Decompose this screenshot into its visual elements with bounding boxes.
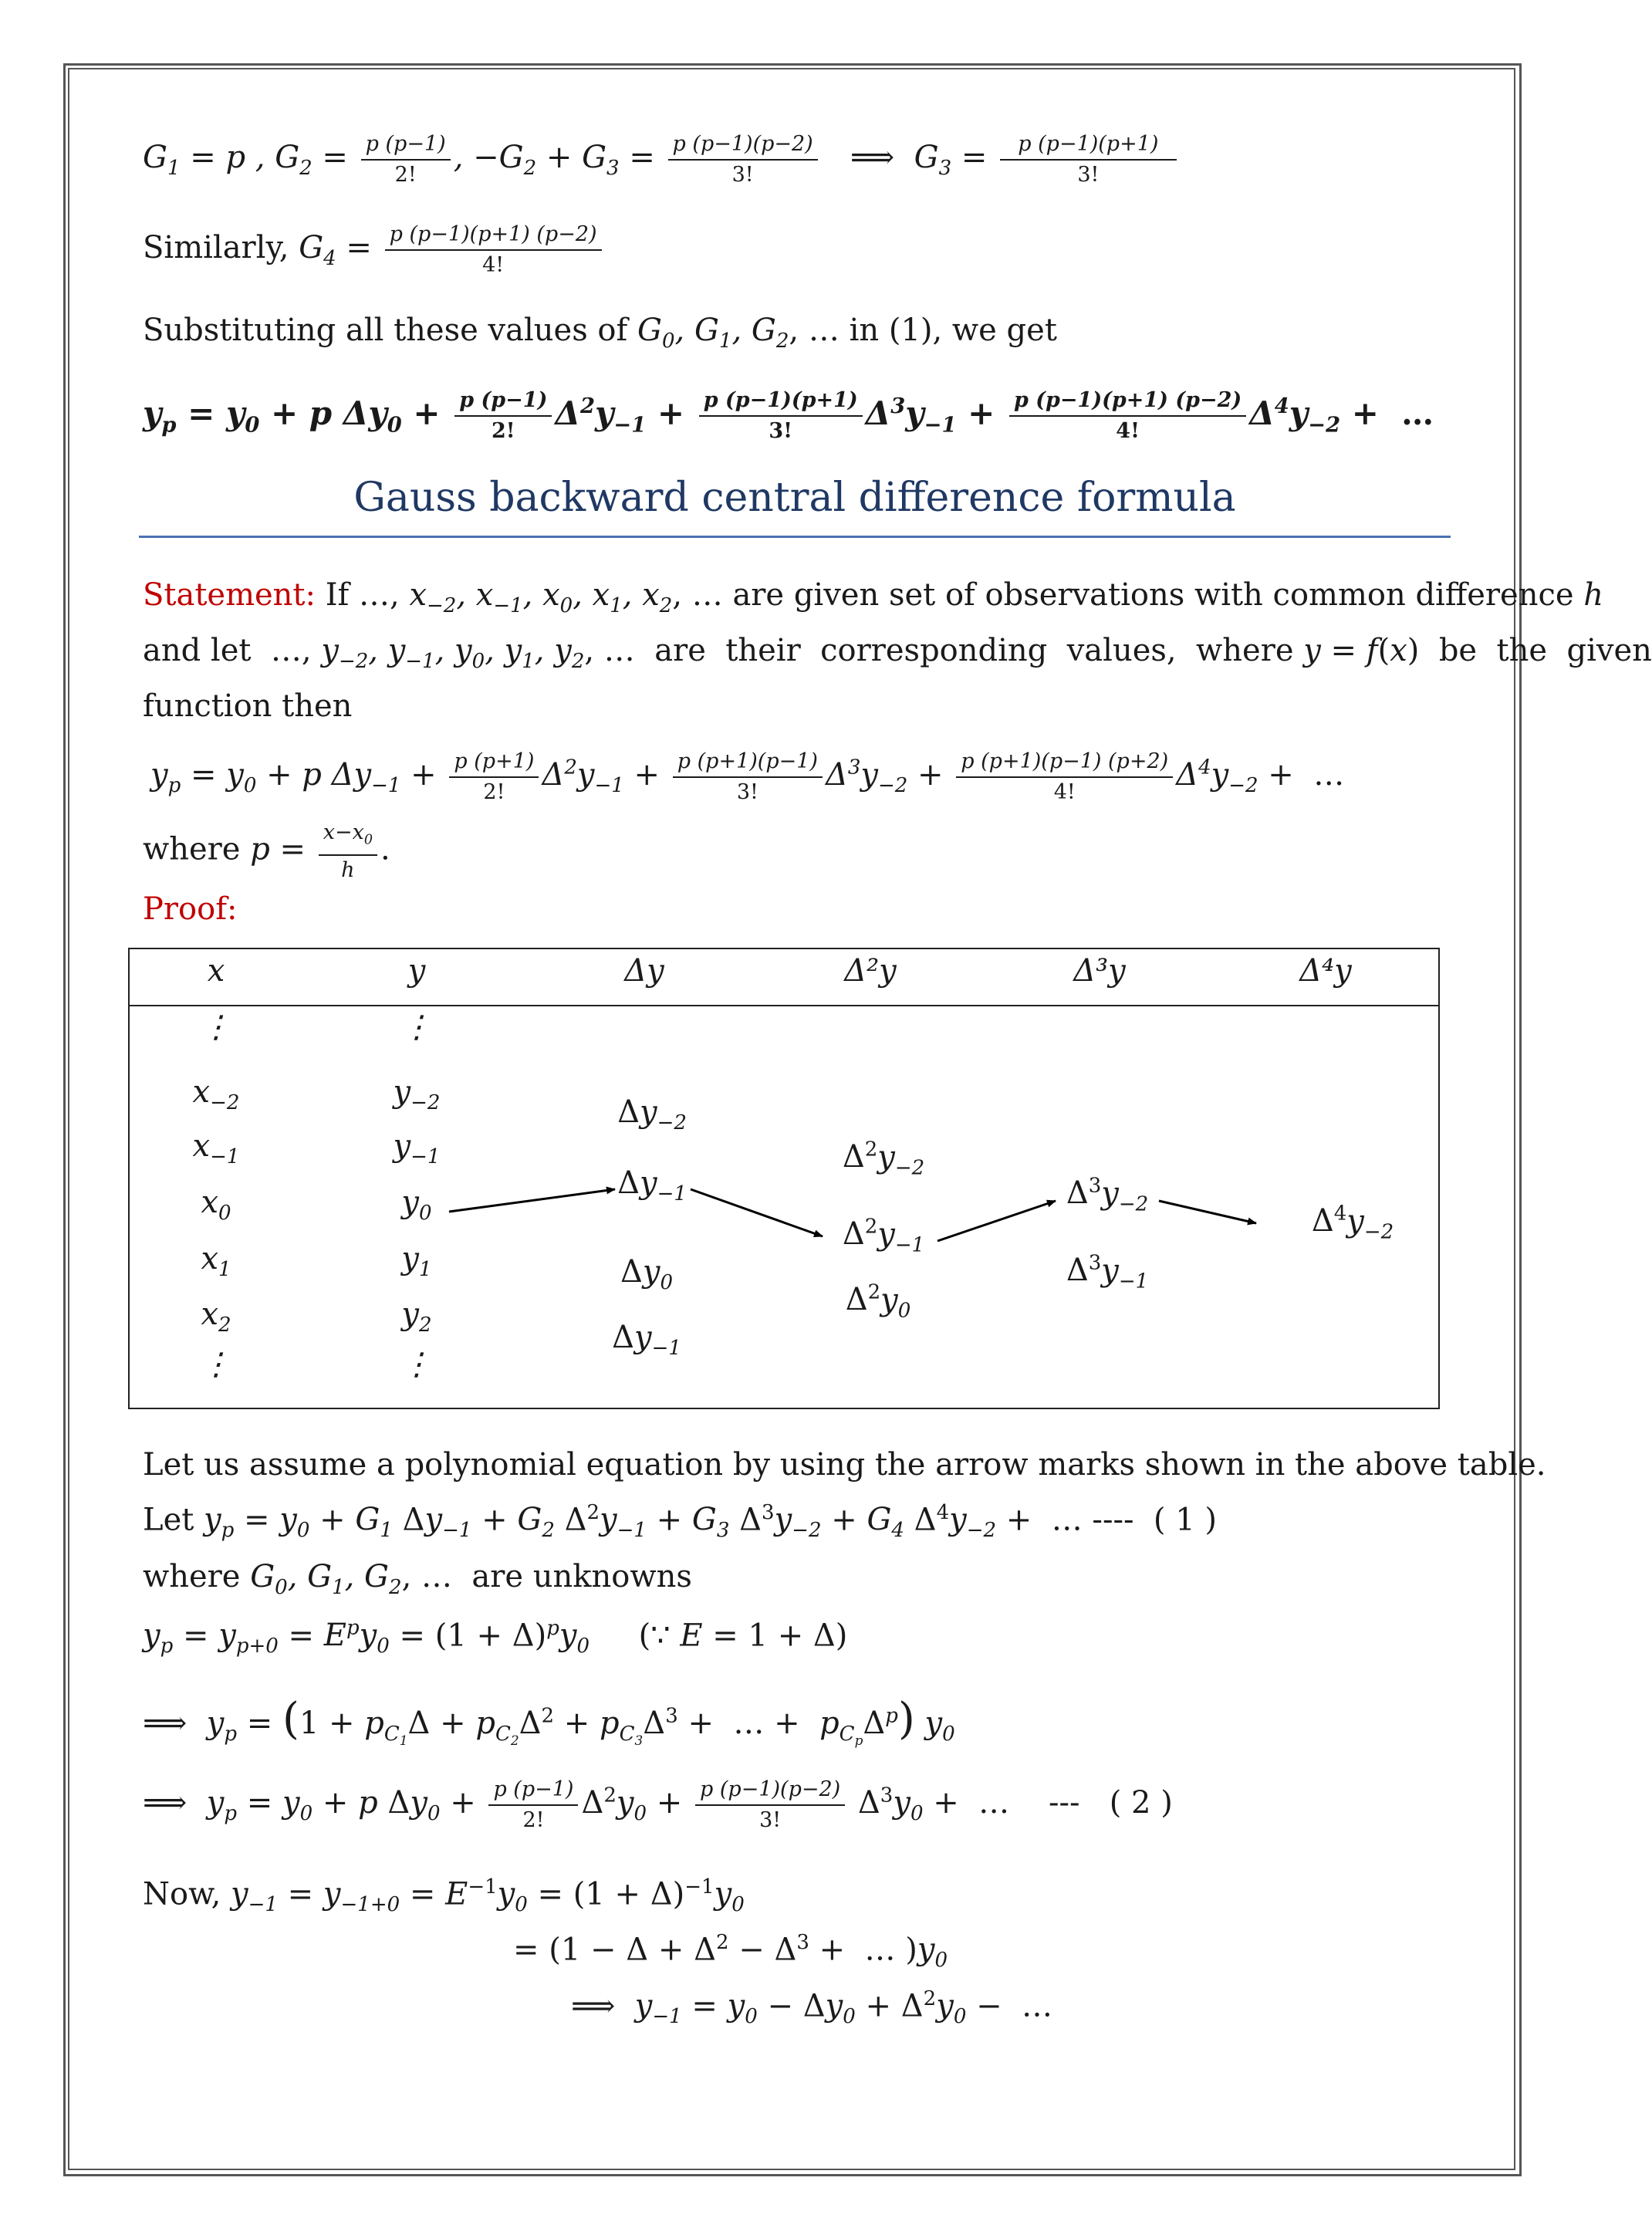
statement-line-1: Statement: If …, $x_{-2}$, $x_{-1}$, $x_0$, $x_1$, $x_2$, … are given set of observations with common difference h — [143, 577, 1604, 617]
table-cell-x-dots-top: ⋮ — [201, 1009, 231, 1045]
table-cell-dy0: $\Delta y_0$ — [620, 1254, 674, 1294]
series-equation: = ($1 - \Delta + \Delta^2 - \Delta^3$ + … )$y_0$ — [513, 1931, 948, 1973]
binomial-equation: ⟹ $y_p = (1 + p_{C_1}\Delta + p_{C_2}\Delta^2 + p_{C_3}\Delta^3$ + … + $p_{C_p}\Delta^p$) $y_0$ — [143, 1694, 955, 1749]
table-cell-dy-minus1: $\Delta y_{-1}$ — [617, 1165, 687, 1205]
shift-equation: $y_p = y_{p+0} = E^py_0 = (1 + \Delta)^py_0$ (∵ E = 1 + Δ) — [143, 1617, 848, 1658]
table-cell-y1: $y_1$ — [401, 1241, 432, 1281]
table-cell-d2y0: $\Delta^2y_0$ — [845, 1281, 911, 1323]
g4-equation: Similarly, $G_4$ = $\frac{p (p-1)(p+1) (p-2)}{4!}$ — [143, 220, 1445, 280]
section-heading: Gauss backward central difference formula — [353, 475, 1236, 521]
table-cell-dy-minus1-bottom: $\Delta y_{-1}$ — [612, 1320, 681, 1360]
forward-result-equation: $y_p = y_0 + p$ $\Delta y_0$ + $\frac{p (p-1)}{2!}$ $\Delta^2y_{-1}$ + $\frac{p (p-1)(p+1)}{3!}$ $\Delta^3y_{-1}$ + $\frac{p (p-1)(p+1) (p-2)}{4!}$ $\Delta^4y_{-2}$ + … — [143, 386, 1445, 446]
table-cell-y0: $y_0$ — [401, 1185, 432, 1225]
assume-text: Let us assume a polynomial equation by using the arrow marks shown in the above table. — [143, 1447, 1546, 1483]
table-cell-x-dots-bottom: ⋮ — [201, 1347, 231, 1382]
now-equation: Now, $y_{-1} = y_{-1+0} = E^{-1}y_0 = (1 + \Delta)^{-1}y_0$ — [143, 1875, 745, 1917]
arrow-dy-minus1-to-d2y-minus1 — [691, 1189, 823, 1236]
table-cell-d3y-minus2: $\Delta^3y_{-2}$ — [1066, 1175, 1149, 1216]
statement-label: Statement: — [143, 577, 316, 613]
where-p-definition: where p = $\frac{x-x_0}{h}$ . — [143, 818, 1445, 885]
table-header-d3y: Δ³y — [1073, 953, 1126, 989]
table-header-y: y — [407, 953, 426, 989]
table-header-d4y: Δ⁴y — [1299, 953, 1352, 989]
backward-formula: $y_p = y_0 + p$ $\Delta y_{-1}$ + $\frac{p (p+1)}{2!}$ $\Delta^2y_{-1}$ + $\frac{p (p+1)(p-1)}{3!}$ $\Delta^3y_{-2}$ + $\frac{p (p+1)(p-1) (p+2)}{4!}$ $\Delta^4y_{-2}$ + … — [150, 747, 1445, 807]
substitute-text: Substituting all these values of $G_0$, $G_1$, $G_2$, … in (1), we get — [143, 313, 1057, 353]
table-cell-y-minus2: $y_{-2}$ — [393, 1074, 441, 1114]
table-cell-d4y-minus2: $\Delta^4y_{-2}$ — [1311, 1202, 1394, 1244]
arrow-d3y-minus2-to-d4y-minus2 — [1159, 1201, 1256, 1223]
proof-label: Proof: — [143, 891, 238, 927]
table-header-x: x — [207, 953, 225, 989]
table-cell-d2y-minus2: $\Delta^2y_{-2}$ — [842, 1138, 925, 1180]
table-cell-y-minus1: $y_{-1}$ — [393, 1128, 441, 1168]
g-values-equation: $G_1 = p$ , $G_2$ = $\frac{p (p-1)}{2!}$ , $-G_2 + G_3$ = $\frac{p (p-1)(p-2)}{3!}$ ⟹ $G_3$ = $\frac{p (p-1)(p+1)}{3!}$ — [143, 130, 1445, 190]
table-cell-y2: $y_2$ — [401, 1297, 432, 1337]
statement-line-2: and let …, $y_{-2}$, $y_{-1}$, $y_0$, $y_1$, $y_2$, … are their corresponding values, where y = f(x) be the given — [143, 633, 1652, 673]
table-cell-x0: $x_0$ — [201, 1185, 231, 1225]
table-cell-d2y-minus1: $\Delta^2y_{-1}$ — [842, 1216, 925, 1257]
statement-line-3: function then — [143, 688, 353, 724]
table-cell-x-minus2: $x_{-2}$ — [192, 1074, 240, 1114]
table-cell-d3y-minus1: $\Delta^3y_{-1}$ — [1066, 1252, 1149, 1293]
table-cell-x2: $x_2$ — [201, 1297, 231, 1337]
table-cell-y-dots-top: ⋮ — [401, 1009, 432, 1045]
unknowns-text: where $G_0$, $G_1$, $G_2$, … are unknowns — [143, 1559, 692, 1599]
table-header-d2y: Δ²y — [844, 953, 897, 989]
table-cell-y-dots-bottom: ⋮ — [401, 1347, 432, 1382]
table-cell-dy-minus2: $\Delta y_{-2}$ — [617, 1094, 687, 1134]
let-yp-equation: Let $y_p = y_0 + G_1$ $\Delta y_{-1} + G_2$ $\Delta^2y_{-1} + G_3$ $\Delta^3y_{-2} + G_4$ $\Delta^4y_{-2}$ + … ---- ( 1 ) — [143, 1501, 1218, 1543]
table-cell-x-minus1: $x_{-1}$ — [192, 1128, 240, 1168]
table-cell-x1: $x_1$ — [201, 1241, 231, 1281]
expanded-equation: ⟹ $y_p = y_0 + p$ $\Delta y_0$ + $\frac{p (p-1)}{2!}$ $\Delta^2y_0$ + $\frac{p (p-1)(p-2)}{3!}$ $\Delta^3y_0$ + … --- ( 2 ) — [143, 1775, 1445, 1835]
table-header-dy: Δy — [624, 953, 664, 989]
arrow-y0-to-dy-minus1 — [449, 1189, 615, 1212]
arrow-d2y-minus1-to-d3y-minus2 — [937, 1201, 1056, 1241]
result-equation: ⟹ $y_{-1} = y_0 - \Delta y_0 + \Delta^2y_0$ − … — [571, 1987, 1053, 2029]
